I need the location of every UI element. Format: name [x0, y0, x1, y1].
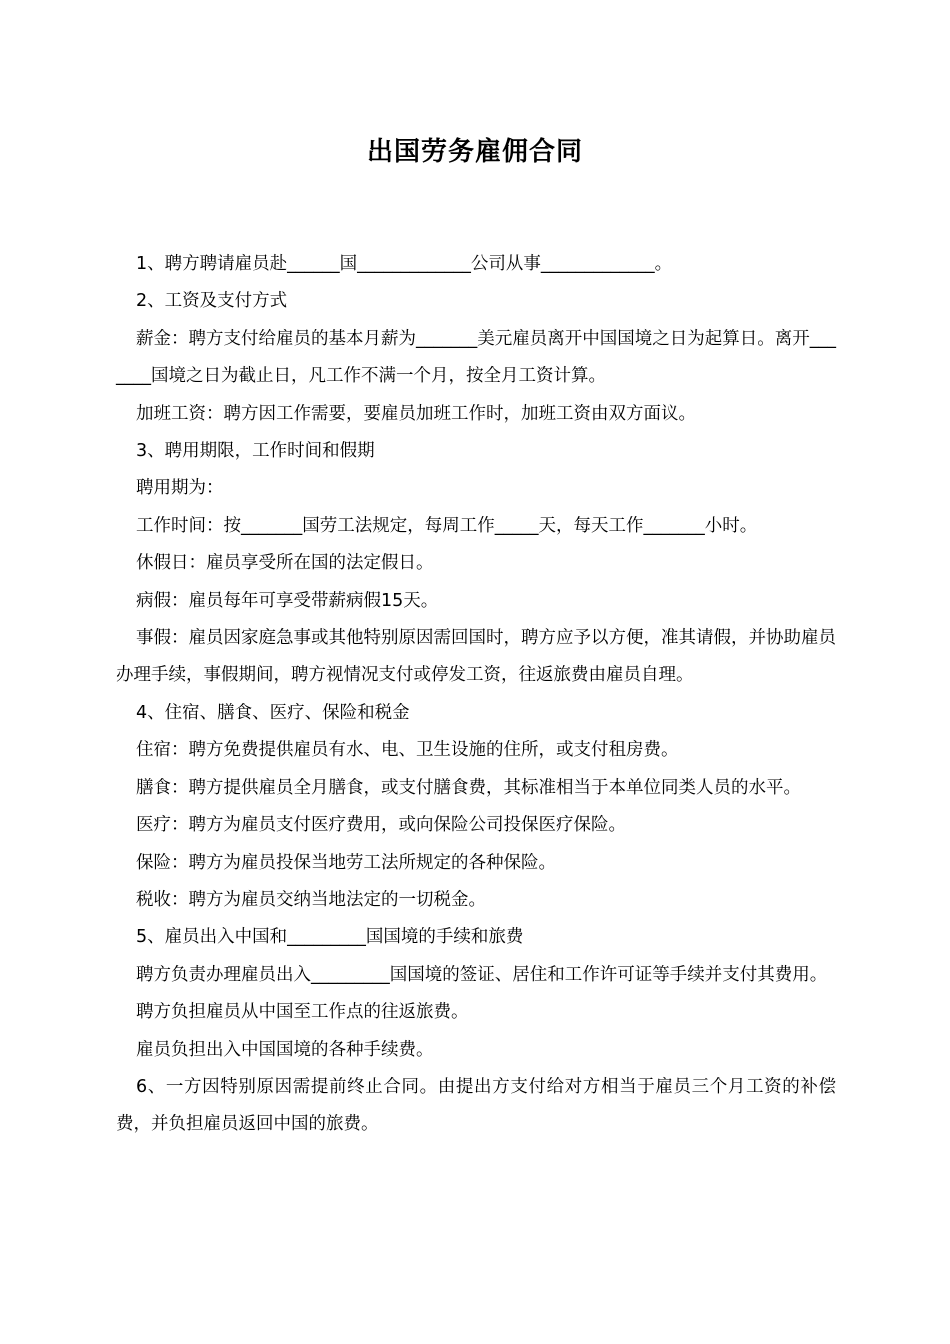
border-fee-paragraph: 雇员负担出入中国国境的各种手续费。 — [136, 1039, 434, 1060]
document-title: 出国劳务雇佣合同 — [366, 137, 583, 167]
sick-leave-paragraph: 病假：雇员每年可享受带薪病假15天。 — [136, 590, 439, 611]
tax-paragraph: 税收：聘方为雇员交纳当地法定的一切税金。 — [136, 889, 486, 910]
travel-expense-paragraph: 聘方负担雇员从中国至工作点的往返旅费。 — [136, 1002, 469, 1023]
accommodation-paragraph: 住宿：聘方免费提供雇员有水、电、卫生设施的住所，或支付租房费。 — [136, 740, 679, 761]
clause-3-heading: 3、聘用期限，工作时间和假期 — [136, 441, 375, 462]
clause-5-heading: 5、雇员出入中国和_________国国境的手续和旅费 — [136, 927, 524, 948]
holiday-paragraph: 休假日：雇员享受所在国的法定假日。 — [136, 553, 434, 574]
clause-2-heading: 2、工资及支付方式 — [136, 291, 288, 312]
salary-paragraph: 薪金：聘方支付给雇员的基本月薪为_______美元雇员离开中国国境之日为起算日。离开_______国境之日为截止日，凡工作不满一个月，按全月工资计算。 — [116, 328, 836, 387]
clause-4-heading: 4、住宿、膳食、医疗、保险和税金 — [136, 702, 410, 723]
personal-leave-paragraph: 事假：雇员因家庭急事或其他特别原因需回国时，聘方应予以方便，准其请假，并协助雇员办理手续，事假期间，聘方视情况支付或停发工资，往返旅费由雇员自理。 — [116, 628, 836, 686]
clause-1-recruitment: 1、聘方聘请雇员赴______国_____________公司从事_____________。 — [136, 254, 673, 274]
overtime-paragraph: 加班工资：聘方因工作需要，要雇员加班工作时，加班工资由双方面议。 — [136, 403, 696, 424]
meals-paragraph: 膳食：聘方提供雇员全月膳食，或支付膳食费，其标准相当于本单位同类人员的水平。 — [136, 777, 801, 798]
visa-paragraph: 聘方负责办理雇员出入_________国国境的签证、居住和工作许可证等手续并支付其费用。 — [136, 964, 828, 985]
working-hours-paragraph: 工作时间：按_______国劳工法规定，每周工作_____天，每天工作_______小时。 — [136, 515, 758, 536]
medical-paragraph: 医疗：聘方为雇员支付医疗费用，或向保险公司投保医疗保险。 — [136, 815, 626, 836]
clause-6-termination: 6、一方因特别原因需提前终止合同。由提出方支付给对方相当于雇员三个月工资的补偿费，并负担雇员返回中国的旅费。 — [116, 1076, 836, 1135]
document-body — [116, 246, 836, 1144]
employment-term-paragraph: 聘用期为： — [136, 478, 224, 499]
insurance-paragraph: 保险：聘方为雇员投保当地劳工法所规定的各种保险。 — [136, 852, 556, 873]
